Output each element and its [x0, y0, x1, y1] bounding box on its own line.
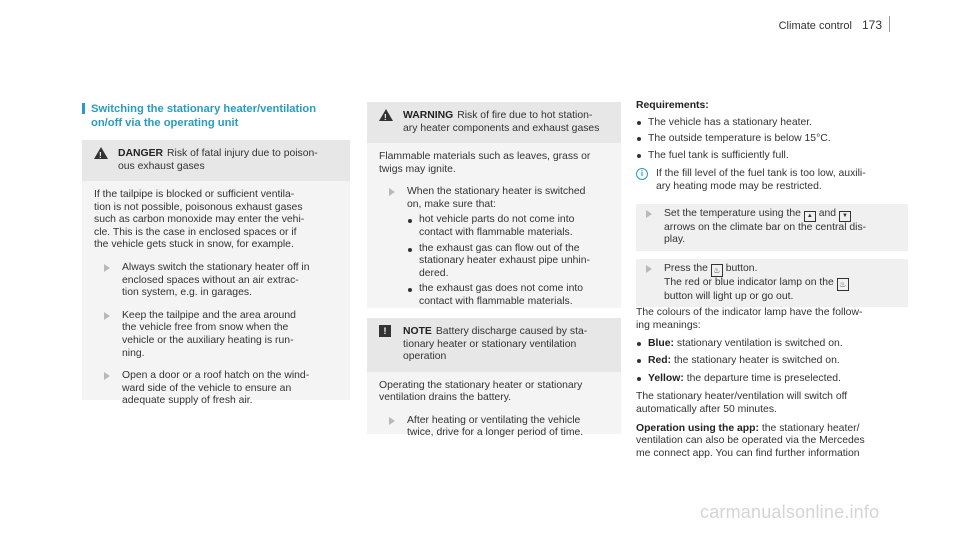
section-name: Climate control	[778, 20, 852, 32]
text-line: the vehicle gets stuck in snow, for example.	[94, 239, 294, 251]
warning-head-text: Risk of fire due to hot station-	[457, 110, 593, 121]
text-line: ing meanings:	[636, 319, 701, 331]
text-line: adequate supply of fresh air.	[122, 395, 253, 407]
text-line: ary heating mode may be restricted.	[656, 180, 822, 192]
text-line	[636, 423, 908, 436]
warning-head-text: ary heater components and exhaust gases	[403, 122, 600, 134]
text-fragment: button.	[725, 262, 758, 274]
text-fragment: Press the	[664, 262, 708, 274]
text-line: the exhaust gas does not come into	[419, 283, 584, 295]
danger-label: DANGER	[118, 148, 164, 159]
text-line: The stationary heater/ventilation will switch off	[636, 391, 848, 403]
note-head-text: operation	[403, 351, 447, 362]
text-fragment: and	[818, 207, 837, 219]
text-line: Always switch the stationary heater off in	[122, 261, 310, 273]
page-header	[779, 18, 882, 32]
text-line: Keep the tailpipe and the area around	[122, 309, 296, 321]
text-line: cle. This is the case in enclosed spaces or if	[94, 226, 297, 238]
list-item	[407, 243, 609, 281]
text-line: me connect app. You can find further information	[636, 447, 860, 459]
arrow-down-key-icon: ▼	[839, 211, 851, 222]
meaning-value: the stationary heater is switched on.	[673, 355, 840, 367]
warning-label: WARNING	[403, 110, 454, 121]
text-line: button will light up or go out.	[664, 290, 794, 302]
instruction-step	[636, 204, 908, 251]
text-line: ventilation can also be operated via the Mercedes	[636, 435, 865, 447]
meaning-key: Blue:	[648, 337, 674, 349]
section-title-line: Switching the stationary heater/ventilation	[91, 103, 317, 115]
text-line: When the stationary heater is switched	[407, 186, 586, 198]
list-item	[407, 214, 609, 239]
danger-step	[94, 370, 338, 408]
text-line: Flammable materials such as leaves, grass or	[379, 151, 591, 162]
text-line: contact with flammable materials.	[419, 295, 573, 307]
text-fragment: the stationary heater/	[761, 422, 860, 434]
text-line: stationary heater exhaust pipe unhin-	[419, 255, 590, 267]
page-number: 173	[861, 18, 882, 32]
instruction-step	[636, 259, 908, 308]
text-line: ning.	[122, 347, 145, 359]
note-head-text: tionary heater or stationary ventilation	[403, 338, 577, 350]
text-line: play.	[664, 234, 686, 246]
title-marker	[82, 103, 85, 114]
text-line: The vehicle has a stationary heater.	[648, 116, 813, 128]
text-line: tion system, e.g. in garages.	[122, 287, 252, 299]
list-item	[407, 283, 609, 308]
list-item	[636, 133, 908, 146]
section-title	[82, 102, 350, 130]
step-arrow-icon	[104, 312, 110, 320]
app-label: Operation using the app:	[636, 422, 759, 434]
note-step	[379, 415, 609, 440]
note-body	[367, 372, 621, 450]
meaning-value: the departure time is preselected.	[686, 372, 841, 384]
step-arrow-icon	[104, 264, 110, 272]
text-line: the exhaust gas can flow out of the	[419, 242, 580, 254]
text-line: twice, drive for a longer period of time.	[407, 427, 584, 439]
text-fragment: Set the temperature using the	[664, 207, 801, 219]
list-item	[636, 338, 908, 351]
text-line: twigs may ignite.	[379, 163, 456, 175]
warning-box	[367, 102, 621, 308]
text-line: vehicle or the auxiliary heating is run-	[122, 334, 294, 346]
text-line: the vehicle free from snow when the	[122, 322, 289, 334]
danger-step	[94, 310, 338, 360]
text-line: automatically after 50 minutes.	[636, 403, 777, 415]
list-item	[636, 150, 908, 163]
text-fragment: The red or blue indicator lamp on the	[664, 276, 834, 288]
meaning-key: Yellow:	[648, 372, 684, 384]
text-line: Open a door or a roof hatch on the wind-	[122, 370, 310, 382]
text-line: The fuel tank is sufficiently full.	[648, 149, 789, 161]
meaning-key: Red:	[648, 355, 672, 367]
warning-triangle-icon: !	[94, 147, 108, 159]
danger-box	[82, 140, 350, 407]
text-line: ward side of the vehicle to ensure an	[122, 382, 292, 394]
text-line: If the fill level of the fuel tank is too low, auxili-	[656, 168, 866, 180]
text-line: The colours of the indicator lamp have the follow-	[636, 307, 863, 319]
column-3	[636, 100, 908, 460]
note-box	[367, 318, 621, 439]
watermark: carmanualsonline.info	[700, 502, 880, 522]
text-line	[664, 263, 908, 277]
text-line: contact with flammable materials.	[419, 226, 573, 238]
section-title-line: on/off via the operating unit	[91, 117, 239, 129]
requirements-title: Requirements:	[636, 100, 709, 111]
danger-head-text: ous exhaust gases	[118, 160, 205, 172]
text-line	[664, 277, 908, 291]
text-line: Operating the stationary heater or stationary	[379, 379, 583, 391]
warning-triangle-icon: !	[379, 109, 393, 121]
warning-step	[379, 186, 609, 308]
warning-body	[367, 143, 621, 319]
column-1	[82, 102, 350, 130]
note-label: NOTE	[403, 326, 432, 337]
meaning-value: stationary ventilation is switched on.	[676, 337, 843, 349]
list-item	[636, 355, 908, 368]
text-line: such as carbon monoxide may enter the vehi-	[94, 214, 305, 226]
text-line: on, make sure that:	[407, 198, 496, 210]
note-head	[367, 318, 621, 372]
stationary-heater-icon: ♨	[837, 278, 849, 291]
warning-head	[367, 102, 621, 143]
danger-step	[94, 262, 338, 300]
text-line: ventilation drains the battery.	[379, 392, 512, 404]
arrow-up-key-icon: ▲	[804, 211, 816, 222]
step-arrow-icon	[389, 188, 395, 196]
step-arrow-icon	[646, 265, 652, 273]
list-item	[636, 373, 908, 386]
step-arrow-icon	[389, 417, 395, 425]
text-line	[664, 208, 908, 222]
list-item	[636, 117, 908, 130]
text-line: After heating or ventilating the vehicle	[407, 414, 581, 426]
note-head-text: Battery discharge caused by sta-	[435, 326, 588, 337]
danger-intro	[94, 189, 338, 252]
text-line: The outside temperature is below 15°C.	[648, 133, 831, 145]
step-arrow-icon	[646, 210, 652, 218]
stationary-heater-icon: ♨	[711, 264, 723, 277]
info-note	[636, 168, 908, 193]
text-line: tion is not possible, poisonous exhaust gases	[94, 201, 303, 213]
info-icon: i	[636, 168, 648, 180]
step-arrow-icon	[104, 372, 110, 380]
danger-head-text: Risk of fatal injury due to poison-	[167, 148, 318, 159]
text-line: dered.	[419, 267, 449, 279]
danger-body	[82, 181, 350, 418]
text-line: enclosed spaces without an air extrac-	[122, 274, 299, 286]
note-exclamation-icon: !	[379, 325, 391, 337]
text-line: If the tailpipe is blocked or sufficient ventila-	[94, 189, 295, 200]
text-line: hot vehicle parts do not come into	[419, 214, 575, 226]
text-line: arrows on the climate bar on the central dis-	[664, 221, 867, 233]
header-divider	[889, 16, 890, 32]
danger-head	[82, 140, 350, 181]
